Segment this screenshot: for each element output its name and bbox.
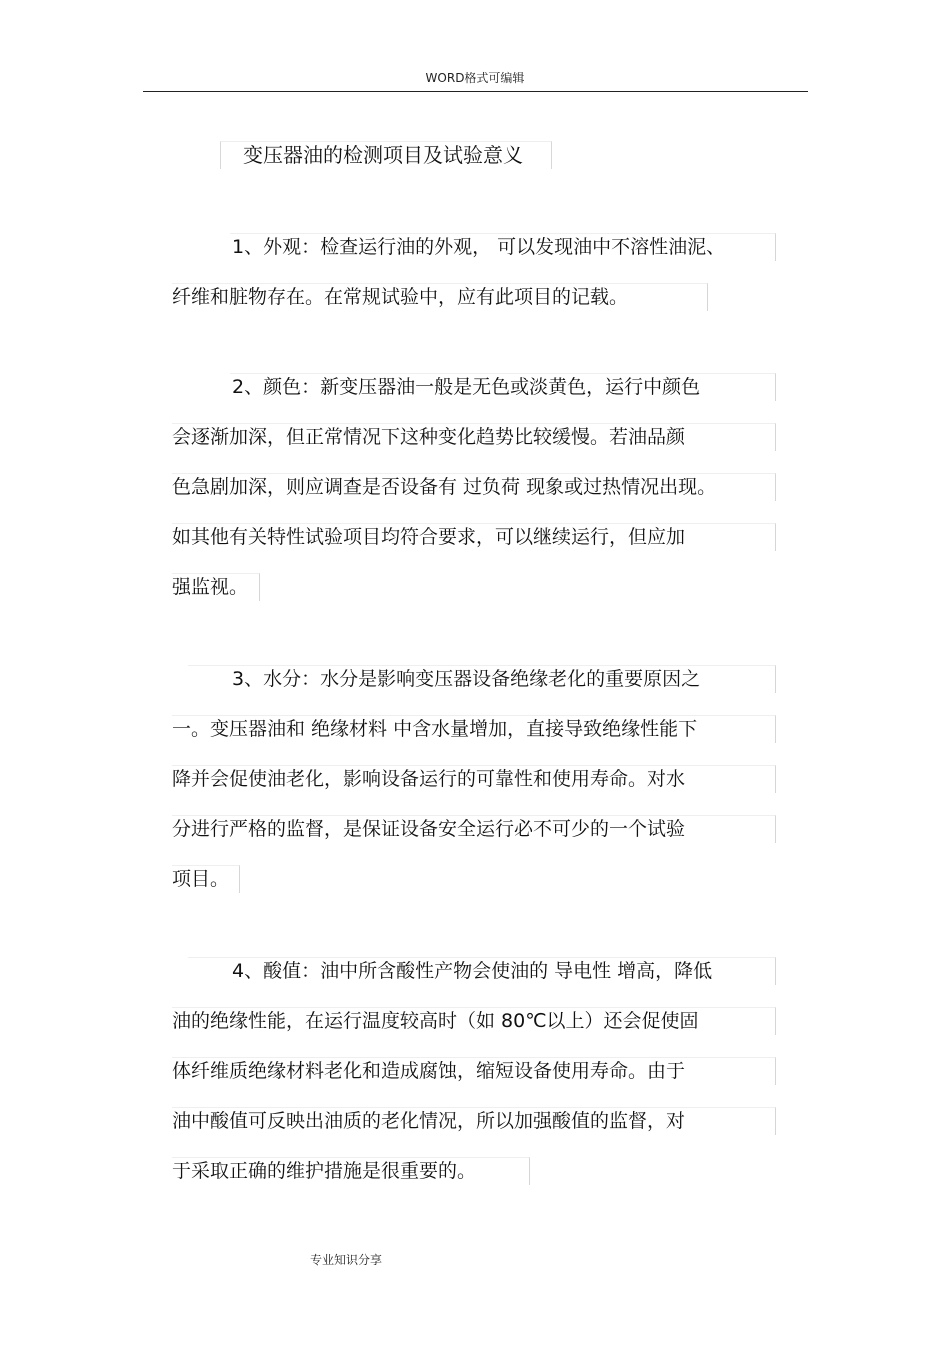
section-3-line-5: 项目。	[172, 868, 230, 890]
section-3-line-3: 降并会促使油老化，影响设备运行的可靠性和使用寿命。对水	[172, 768, 686, 790]
section-4-line-2: 油的绝缘性能，在运行温度较高时（如 80℃以上）还会促使固	[172, 1010, 699, 1032]
section-2-line-1: 2、颜色：新变压器油一般是无色或淡黄色，运行中颜色	[232, 376, 701, 398]
page-footer: 专业知识分享	[310, 1253, 383, 1267]
section-4-line-3: 体纤维质绝缘材料老化和造成腐蚀，缩短设备使用寿命。由于	[172, 1060, 686, 1082]
section-4-line-4: 油中酸值可反映出油质的老化情况，所以加强酸值的监督，对	[172, 1110, 686, 1132]
section-2-line-2: 会逐渐加深，但正常情况下这种变化趋势比较缓慢。若油品颜	[172, 426, 686, 448]
section-4-line-5: 于采取正确的维护措施是很重要的。	[172, 1160, 477, 1182]
document-title: 变压器油的检测项目及试验意义	[243, 143, 523, 167]
section-1-line-1: 1、外观：检查运行油的外观， 可以发现油中不溶性油泥、	[232, 236, 726, 258]
section-1-line-2: 纤维和脏物存在。在常规试验中，应有此项目的记载。	[172, 286, 629, 308]
header-rule	[143, 91, 808, 92]
section-2-line-3: 色急剧加深，则应调查是否设备有 过负荷 现象或过热情况出现。	[172, 476, 717, 498]
section-3-line-1: 3、水分：水分是影响变压器设备绝缘老化的重要原因之	[232, 668, 701, 690]
section-2-line-4: 如其他有关特性试验项目均符合要求，可以继续运行，但应加	[172, 526, 686, 548]
page-header: WORD格式可编辑	[425, 71, 525, 85]
section-4-line-1: 4、酸值：油中所含酸性产物会使油的 导电性 增高，降低	[232, 960, 713, 982]
section-2-line-5: 强监视。	[172, 576, 249, 598]
section-3-line-2: 一。变压器油和 绝缘材料 中含水量增加，直接导致绝缘性能下	[172, 718, 698, 740]
section-3-line-4: 分进行严格的监督，是保证设备安全运行必不可少的一个试验	[172, 818, 686, 840]
